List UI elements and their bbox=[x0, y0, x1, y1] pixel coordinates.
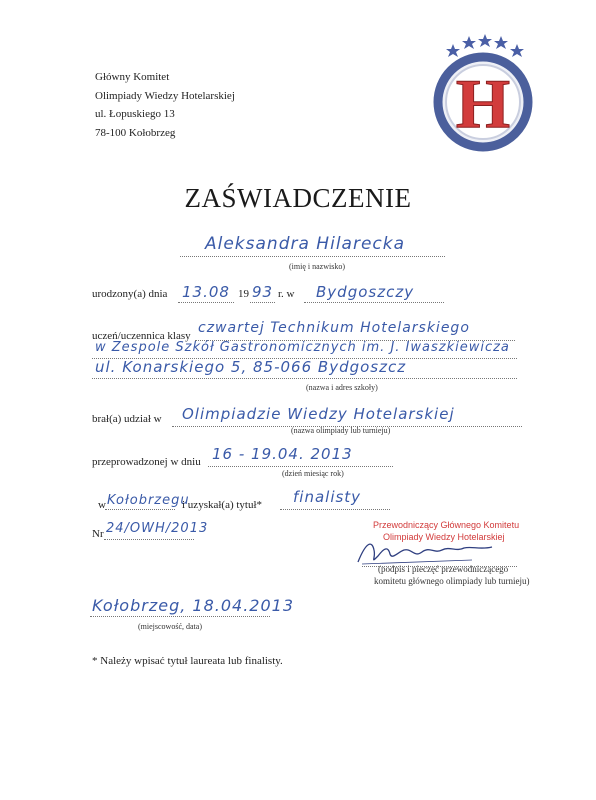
olympiad-name: Olimpiadzie Wiedzy Hotelarskiej bbox=[182, 405, 455, 423]
address-line: Główny Komitet bbox=[95, 71, 170, 83]
stamp-line: Olimpiady Wiedzy Hotelarskiej bbox=[383, 532, 505, 542]
school-line: czwartej Technikum Hotelarskiego bbox=[198, 320, 470, 336]
olympiad-label: brał(a) udział w bbox=[92, 413, 162, 425]
school-line: w Zespole Szkół Gastronomicznych im. J. Iwaszkiewicza bbox=[95, 340, 510, 355]
birth-year-line bbox=[250, 302, 275, 303]
held-date: 16 - 19.04. 2013 bbox=[212, 445, 353, 463]
school-caption: (nazwa i adres szkoły) bbox=[306, 383, 378, 392]
birth-date-line bbox=[178, 302, 234, 303]
birth-place-label: r. w bbox=[278, 288, 295, 300]
place-label: w bbox=[98, 499, 106, 511]
held-line bbox=[208, 466, 393, 467]
awarded-title: finalisty bbox=[293, 488, 362, 506]
school-label: uczeń/uczennica klasy bbox=[92, 330, 191, 342]
document-title: ZAŚWIADCZENIE bbox=[184, 183, 412, 213]
olympiad-logo bbox=[425, 30, 537, 154]
footnote: * Należy wpisać tytuł laureata lub finalisty. bbox=[92, 655, 283, 667]
title-label: i uzyskał(a) tytuł* bbox=[182, 499, 263, 511]
number-label: Nr bbox=[92, 528, 104, 540]
school-line-dots bbox=[92, 378, 517, 379]
stamp-caption: komitetu głównego olimpiady lub turnieju) bbox=[374, 576, 530, 586]
birth-year: 93 bbox=[252, 283, 274, 301]
name-line bbox=[180, 256, 445, 257]
birth-date: 13.08 bbox=[182, 283, 230, 301]
birth-place-line bbox=[304, 302, 444, 303]
issue-line bbox=[90, 616, 270, 617]
recipient-name: Aleksandra Hilarecka bbox=[205, 234, 406, 254]
held-caption: (dzień miesiąc rok) bbox=[282, 469, 344, 478]
competition-place: Kołobrzegu bbox=[107, 493, 190, 508]
certificate-number: 24/OWH/2013 bbox=[106, 521, 209, 536]
olympiad-caption: (nazwa olimpiady lub turnieju) bbox=[291, 426, 391, 435]
held-label: przeprowadzonej w dniu bbox=[92, 456, 201, 468]
stamp-line: Przewodniczący Głównego Komitetu bbox=[373, 520, 520, 530]
awarded-title-line bbox=[280, 509, 390, 510]
stamp-caption: (podpis i pieczęć przewodniczącego bbox=[378, 564, 509, 574]
competition-place-line bbox=[105, 509, 175, 510]
school-line: ul. Konarskiego 5, 85-066 Bydgoszcz bbox=[95, 358, 407, 376]
name-caption: (imię i nazwisko) bbox=[289, 262, 345, 271]
issue-place-date: Kołobrzeg, 18.04.2013 bbox=[92, 596, 295, 615]
logo-letter: H bbox=[455, 66, 511, 143]
address-line: Olimpiady Wiedzy Hotelarskiej bbox=[95, 89, 235, 102]
address-line: ul. Łopuskiego 13 bbox=[95, 108, 175, 120]
certificate-number-line bbox=[104, 539, 194, 540]
address-line: 78-100 Kołobrzeg bbox=[95, 126, 176, 139]
birth-label: urodzony(a) dnia bbox=[92, 288, 168, 300]
birth-year-prefix: 19 bbox=[238, 288, 249, 300]
issue-caption: (miejscowość, data) bbox=[138, 622, 202, 631]
birth-place: Bydgoszczy bbox=[316, 283, 415, 301]
committee-address bbox=[95, 68, 235, 142]
